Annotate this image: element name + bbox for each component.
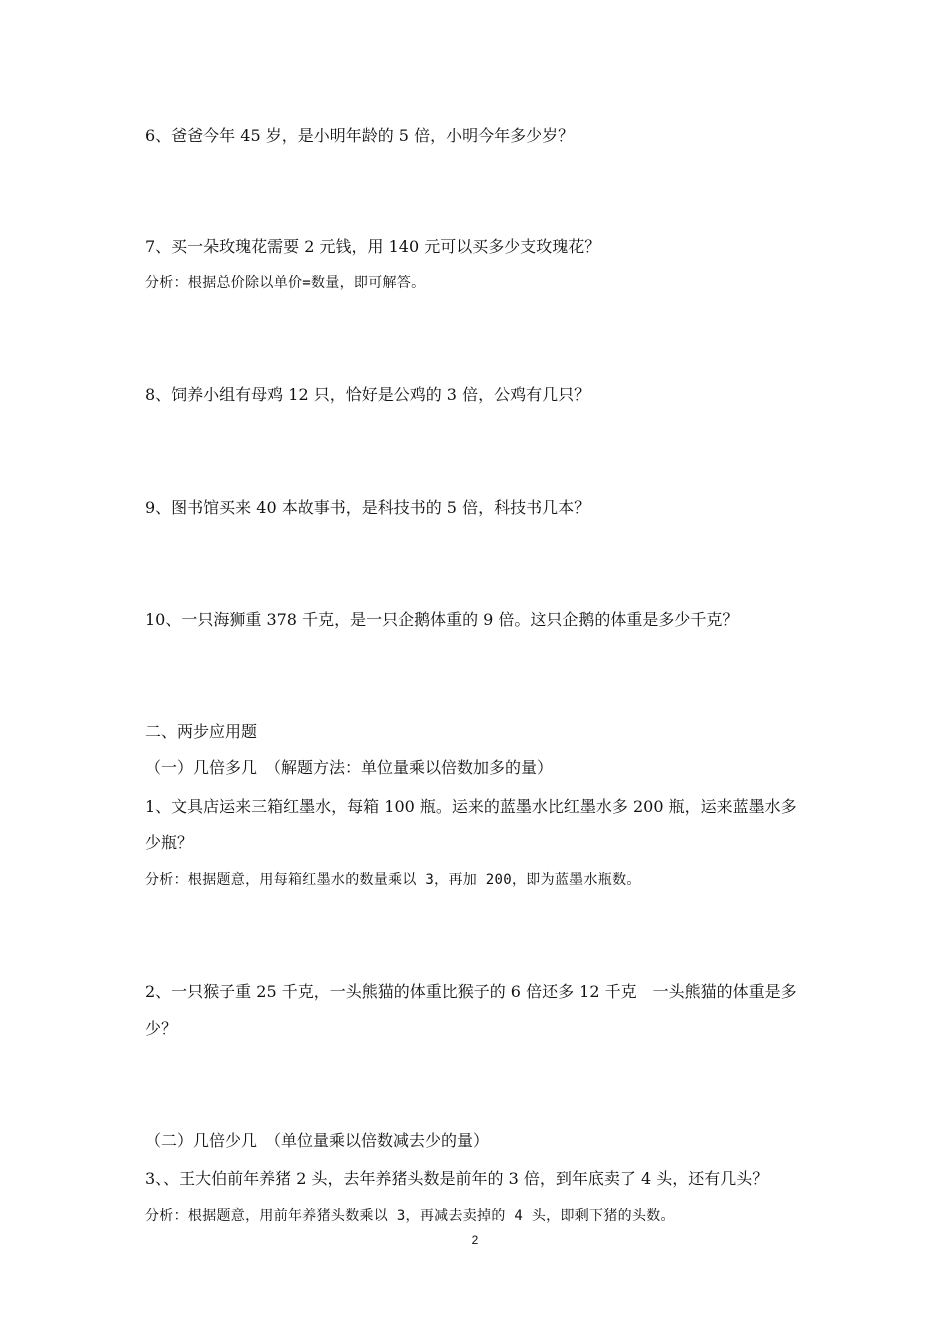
problem-3-analysis: 分析：根据题意，用前年养猪头数乘以 3，再减去卖掉的 4 头，即剩下猪的头数。 [145,1208,675,1224]
section-heading-two-step: 二、两步应用题 [145,722,258,741]
page-number: 2 [471,1233,479,1247]
problem-1-line-2: 少瓶？ [145,833,194,852]
question-7: 7、买一朵玫瑰花需要 2 元钱，用 140 元可以买多少支玫瑰花？ [145,237,601,256]
problem-2-line-2: 少？ [145,1019,178,1038]
problem-3: 3、、王大伯前年养猪 2 头，去年养猪头数是前年的 3 倍，到年底卖了 4 头，还有几头？ [145,1169,769,1188]
question-8: 8、饲养小组有母鸡 12 只，恰好是公鸡的 3 倍，公鸡有几只？ [145,385,591,404]
subsection-heading-1: （一）几倍多几 （解题方法：单位量乘以倍数加多的量） [145,758,554,777]
question-10: 10、一只海狮重 378 千克，是一只企鹅体重的 9 倍。这只企鹅的体重是多少千克？ [145,610,739,629]
problem-1-line-1: 1、文具店运来三箱红墨水，每箱 100 瓶。运来的蓝墨水比红墨水多 200 瓶，运来蓝墨水多 [145,797,797,816]
subsection-heading-2: （二）几倍少几 （单位量乘以倍数减去少的量） [145,1131,490,1150]
problem-1-analysis: 分析：根据题意，用每箱红墨水的数量乘以 3，再加 200，即为蓝墨水瓶数。 [145,872,641,888]
question-7-analysis: 分析：根据总价除以单价=数量，即可解答。 [145,275,426,291]
question-9: 9、图书馆买来 40 本故事书，是科技书的 5 倍，科技书几本？ [145,498,591,517]
question-6: 6、爸爸今年 45 岁，是小明年龄的 5 倍，小明今年多少岁？ [145,126,575,145]
problem-2-line-1: 2、一只猴子重 25 千克，一头熊猫的体重比猴子的 6 倍还多 12 千克 一头熊猫的体重是多 [145,982,797,1001]
